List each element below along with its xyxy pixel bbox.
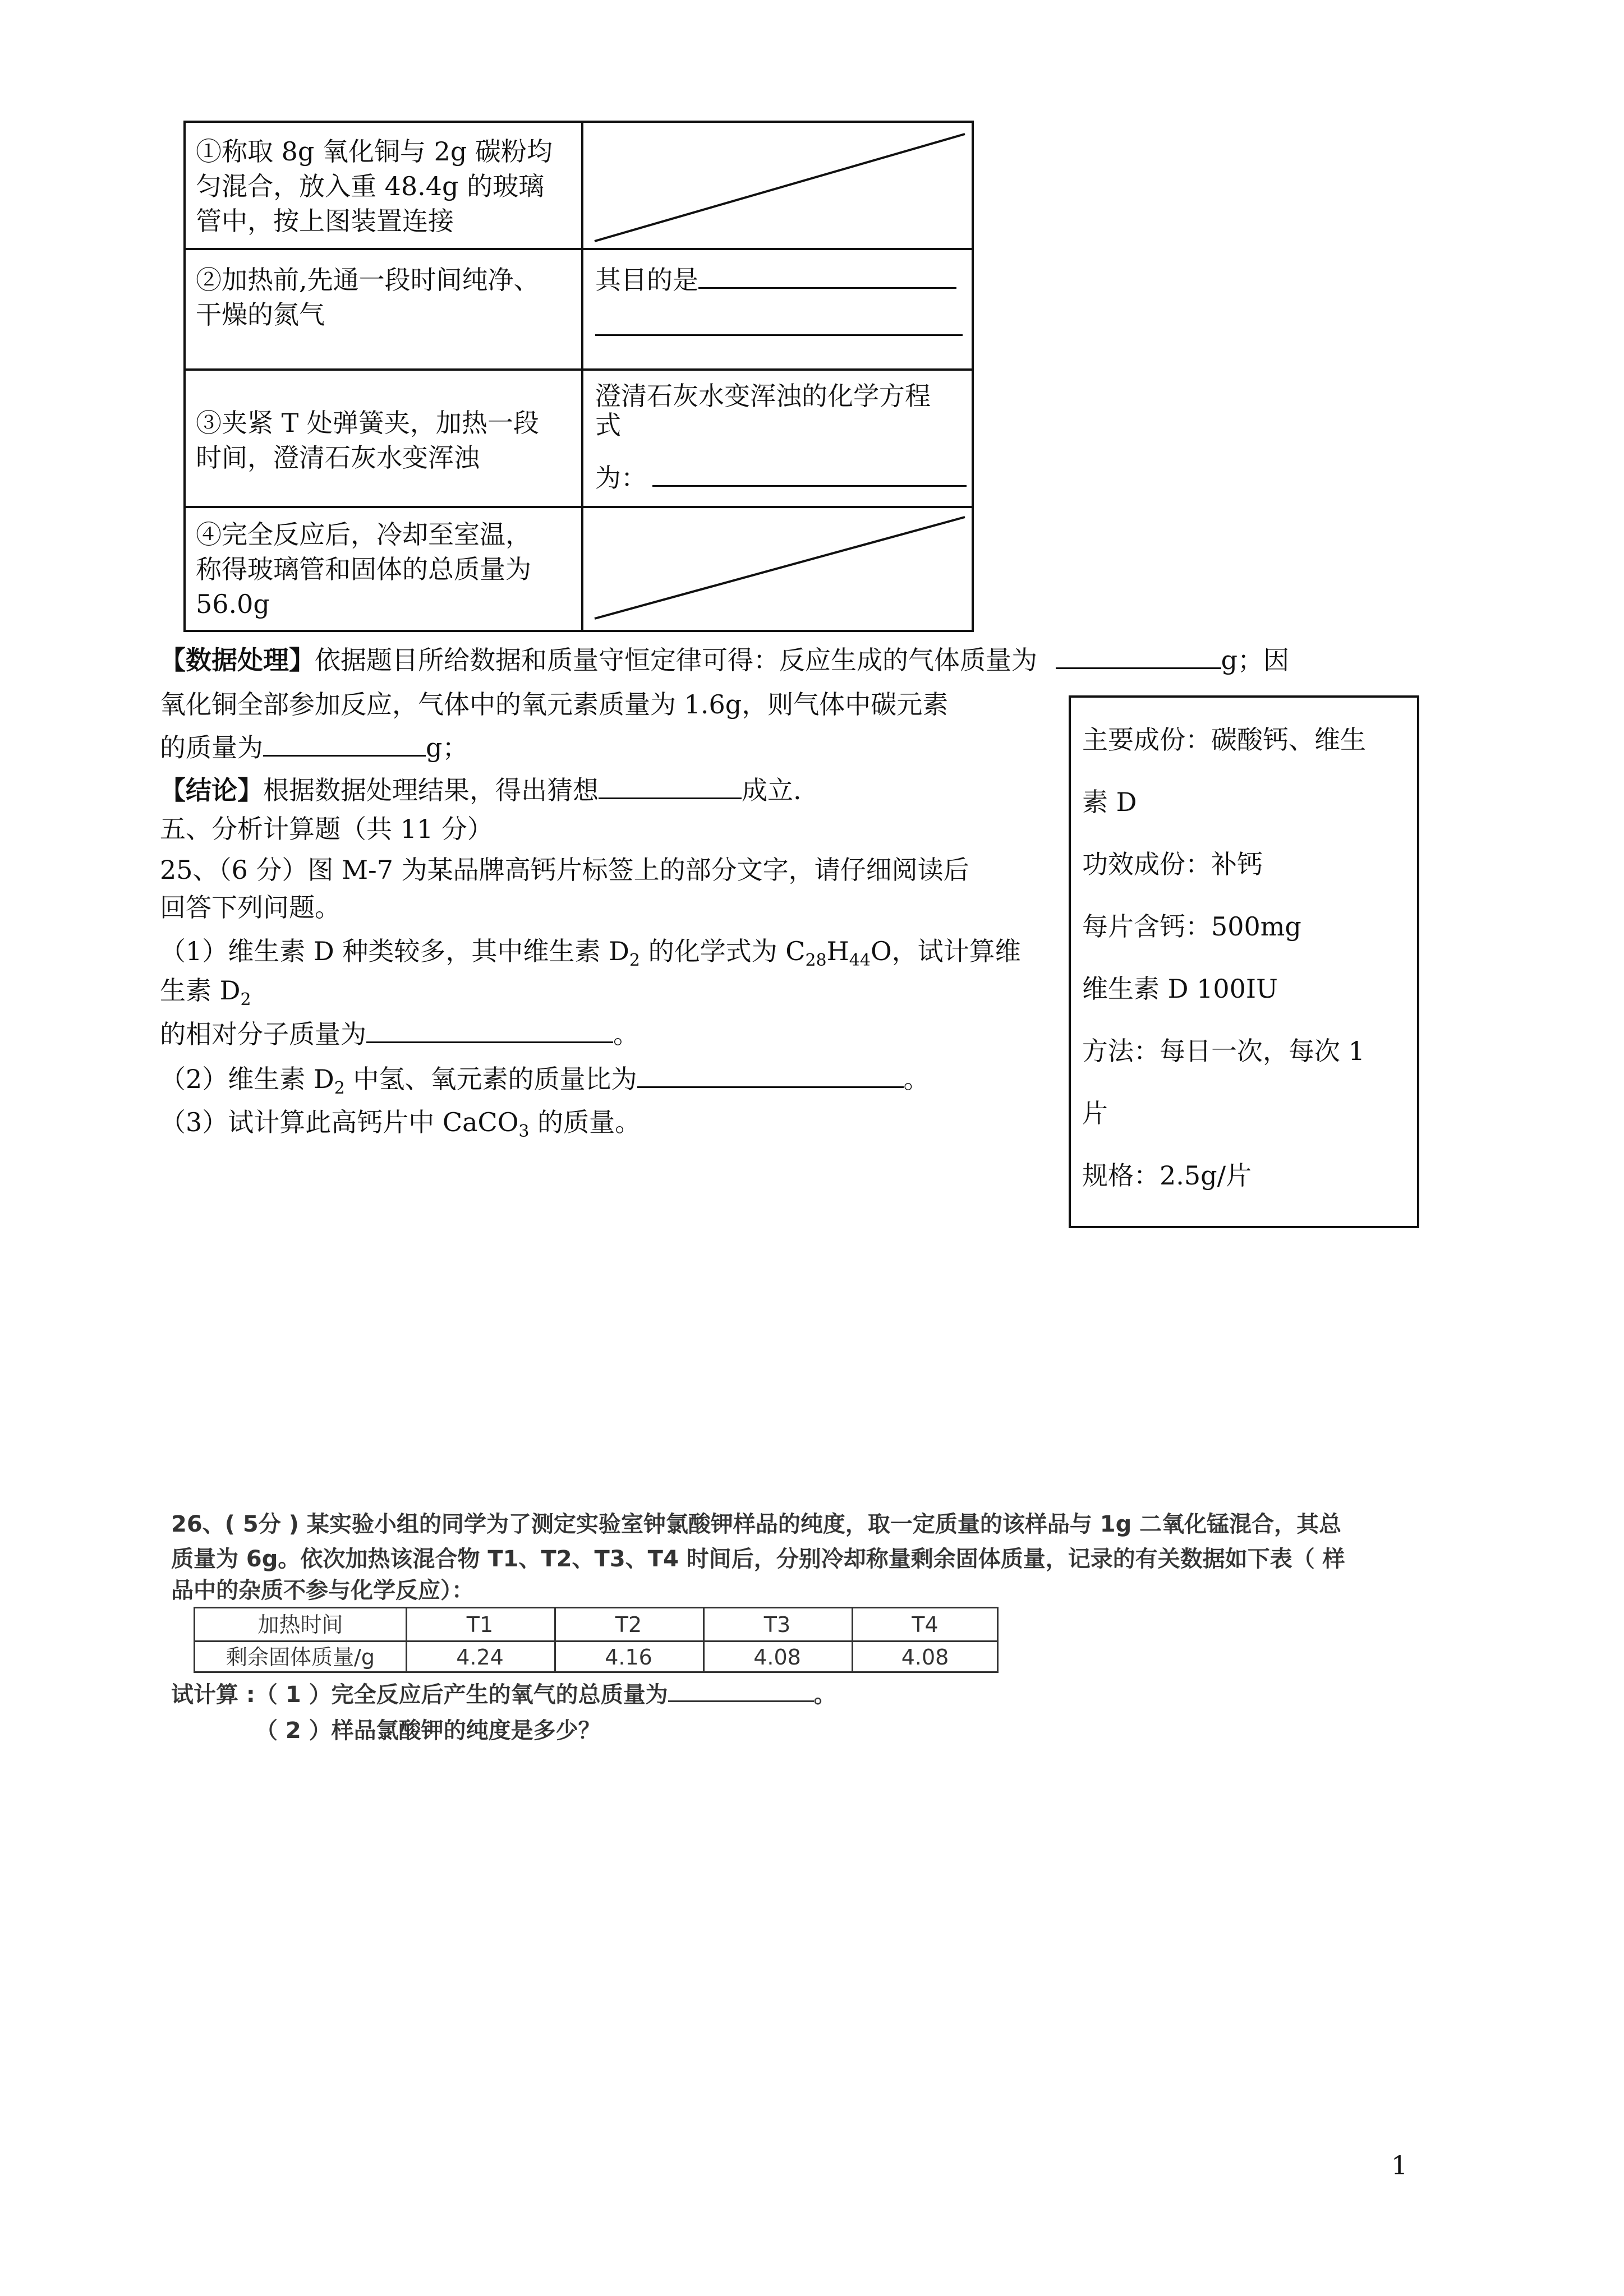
step-2-line-1: ②加热前,先通一段时间纯净、 (196, 265, 540, 295)
data-processing-line-2: 氧化铜全部参加反应，气体中的氧元素质量为 1.6g，则气体中碳元素 (160, 689, 949, 720)
q26-line-3: 品中的杂质不参与化学反应）： (171, 1578, 474, 1603)
table-row (186, 371, 972, 508)
table-cell: 4.24 (456, 1645, 504, 1670)
answer-blank[interactable] (698, 262, 956, 289)
q26-line-1: 26、( 5分 ) 某实验小组的同学为了测定实验室钟氯酸钾样品的纯度，取一定质量的该样品与 1g 二氧化锰混合，其总 (171, 1511, 1342, 1537)
answer-blank[interactable] (595, 334, 963, 336)
answer-blank[interactable] (366, 1017, 613, 1043)
q25-line-2: 回答下列问题。 (160, 892, 341, 923)
q26-data-table (194, 1607, 999, 1673)
equation-prompt-line-2: 式 (595, 410, 621, 440)
q26-calc-2: （ 2 ）样品氯酸钾的纯度是多少？ (255, 1718, 601, 1744)
step-1-line-1: ①称取 8g 氧化铜与 2g 碳粉均 (196, 136, 553, 167)
q25-part-3: （3）试计算此高钙片中 CaCO$_3$ 的质量。 (160, 1107, 641, 1142)
data-processing-line-3: 的质量为 g； (160, 730, 468, 765)
label-line: 素 D (1082, 787, 1137, 817)
column-header: T2 (615, 1612, 642, 1637)
purpose-label: 其目的是 (595, 262, 956, 297)
page-number: 1 (1391, 2150, 1408, 2180)
diagonal-strike (583, 508, 972, 628)
answer-blank[interactable] (599, 773, 742, 799)
row-header: 加热时间 (257, 1612, 343, 1637)
q25-part-1-line-3: 的相对分子质量为 。 (160, 1017, 639, 1052)
answer-blank[interactable] (1056, 643, 1221, 669)
table-cell: 4.16 (605, 1645, 652, 1670)
label-line: 维生素 D 100IU (1082, 974, 1278, 1004)
step-1-line-3: 管中，按上图装置连接 (196, 206, 454, 236)
label-line: 方法：每日一次，每次 1 (1082, 1036, 1365, 1066)
column-header: T3 (763, 1612, 791, 1637)
step-4-line-1: ④完全反应后，冷却至室温， (196, 519, 531, 550)
table-cell: 4.08 (901, 1645, 949, 1670)
experiment-table (183, 121, 974, 632)
q25-part-1: （1）维生素 D 种类较多，其中维生素 $D_2$ 的化学式为 $C_{28}H_{44}O$，试计算维 (160, 936, 1021, 971)
label-line: 主要成份：碳酸钙、维生 (1082, 725, 1366, 755)
q25-line-1: 25、（6 分）图 M-7 为某品牌高钙片标签上的部分文字，请仔细阅读后 (160, 855, 969, 885)
step-3-line-1: ③夹紧 T 处弹簧夹，加热一段 (196, 408, 539, 438)
q25-part-1-line-2: 生素 $D_2$ (160, 975, 251, 1010)
step-1-line-2: 匀混合，放入重 48.4g 的玻璃 (196, 171, 545, 201)
step-4-line-3: 56.0g (196, 589, 270, 619)
q25-part-2: （2）维生素 $D_2$ 中氢、氧元素的质量比为 。 (160, 1062, 930, 1096)
q26-calc-1: 试计算 :（ 1 ）完全反应后产生的氧气的总质量为 。 (171, 1678, 836, 1711)
step-3-line-2: 时间，澄清石灰水变浑浊 (196, 442, 480, 473)
step-2-line-2: 干燥的氮气 (196, 299, 325, 330)
answer-blank[interactable] (652, 460, 967, 487)
product-label-box (1069, 695, 1419, 1228)
q26-line-2: 质量为 6g。依次加热该混合物 T1、T2、T3、T4 时间后，分别冷却称量剩余固体质量，记录的有关数据如下表（ 样 (171, 1546, 1345, 1572)
data-processing-line-1: 【数据处理】依据题目所给数据和质量守恒定律可得：反应生成的气体质量为 g；因 (160, 643, 1289, 677)
table-row (186, 250, 972, 371)
row-header: 剩余固体质量/g (226, 1645, 375, 1670)
label-line: 功效成份：补钙 (1082, 849, 1263, 879)
step-4-line-2: 称得玻璃管和固体的总质量为 (196, 554, 531, 584)
label-line: 每片含钙：500mg (1082, 911, 1301, 942)
diagonal-strike (583, 123, 972, 248)
row-divider (195, 1640, 997, 1642)
label-line: 规格：2.5g/片 (1082, 1160, 1252, 1191)
equation-answer: 为： (595, 460, 967, 495)
table-row (186, 508, 972, 630)
answer-blank[interactable] (637, 1062, 904, 1088)
answer-blank[interactable] (263, 730, 426, 757)
table-row (186, 123, 972, 250)
column-header: T1 (466, 1612, 494, 1637)
label-line: 片 (1082, 1098, 1108, 1128)
section-heading: 五、分析计算题（共 11 分） (160, 814, 493, 844)
equation-prompt-line-1: 澄清石灰水变浑浊的化学方程 (595, 381, 931, 411)
conclusion: 【结论】根据数据处理结果，得出猜想 成立. (160, 773, 802, 808)
column-header: T4 (912, 1612, 938, 1637)
table-cell: 4.08 (753, 1645, 801, 1670)
answer-blank[interactable] (668, 1678, 814, 1702)
